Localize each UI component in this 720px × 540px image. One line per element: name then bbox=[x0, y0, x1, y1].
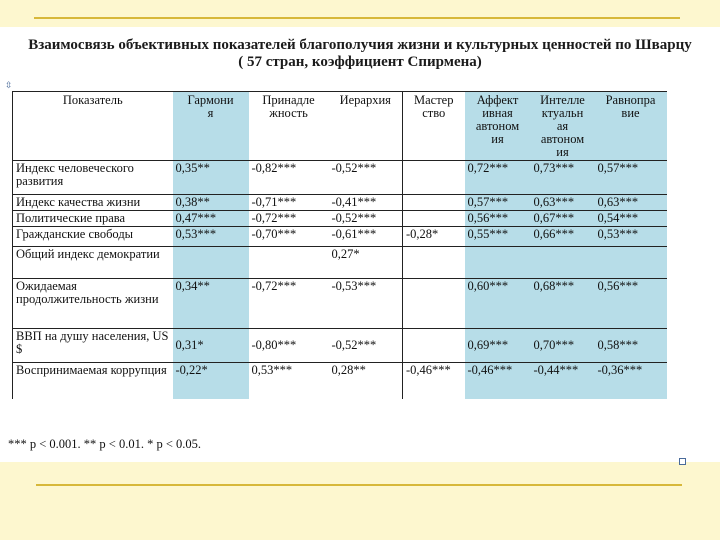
header-harmony: Гармони я bbox=[173, 92, 249, 161]
correlation-cell bbox=[249, 247, 329, 279]
row-label: Индекс человеческого развития bbox=[13, 161, 173, 195]
title-line-2: ( 57 стран, коэффициент Спирмена) bbox=[238, 54, 482, 70]
row-label: Индекс качества жизни bbox=[13, 195, 173, 211]
table-move-handle-icon[interactable]: ⇳ bbox=[5, 81, 13, 91]
correlation-cell: -0,72*** bbox=[249, 279, 329, 329]
correlation-cell: 0,60*** bbox=[465, 279, 531, 329]
header-mastery: Мастер ство bbox=[403, 92, 465, 161]
correlation-cell: 0,57*** bbox=[465, 195, 531, 211]
correlation-cell: -0,80*** bbox=[249, 329, 329, 363]
correlation-cell: 0,31* bbox=[173, 329, 249, 363]
correlation-cell: 0,72*** bbox=[465, 161, 531, 195]
correlation-cell: 0,53*** bbox=[173, 227, 249, 247]
correlation-cell: -0,46*** bbox=[403, 363, 465, 399]
correlation-cell: -0,28* bbox=[403, 227, 465, 247]
correlation-cell: -0,82*** bbox=[249, 161, 329, 195]
correlation-cell: 0,68*** bbox=[531, 279, 595, 329]
correlation-cell: 0,55*** bbox=[465, 227, 531, 247]
correlation-cell: 0,47*** bbox=[173, 211, 249, 227]
correlation-cell: 0,73*** bbox=[531, 161, 595, 195]
bottom-decorative-rule bbox=[36, 484, 682, 486]
correlation-cell: -0,53*** bbox=[329, 279, 403, 329]
correlation-cell: 0,70*** bbox=[531, 329, 595, 363]
correlation-cell bbox=[403, 195, 465, 211]
correlation-cell bbox=[403, 279, 465, 329]
header-affective-autonomy: Аффект ивная автоном ия bbox=[465, 92, 531, 161]
row-label: Общий индекс демократии bbox=[13, 247, 173, 279]
table-header-row bbox=[13, 92, 667, 161]
correlation-cell: -0,41*** bbox=[329, 195, 403, 211]
row-label: Гражданские свободы bbox=[13, 227, 173, 247]
correlation-cell: 0,69*** bbox=[465, 329, 531, 363]
correlation-cell: 0,67*** bbox=[531, 211, 595, 227]
table-row bbox=[13, 279, 667, 329]
header-indicator: Показатель bbox=[13, 92, 173, 161]
correlation-cell bbox=[173, 247, 249, 279]
correlation-cell: -0,70*** bbox=[249, 227, 329, 247]
correlation-cell: 0,28** bbox=[329, 363, 403, 399]
correlation-cell: 0,63*** bbox=[531, 195, 595, 211]
correlation-cell: 0,54*** bbox=[595, 211, 667, 227]
correlation-cell: -0,61*** bbox=[329, 227, 403, 247]
title-line-1: Взаимосвязь объективных показателей благополучия жизни и культурных ценностей по Шварцу bbox=[28, 37, 692, 53]
correlation-cell: -0,44*** bbox=[531, 363, 595, 399]
correlation-cell bbox=[403, 247, 465, 279]
resize-handle-icon[interactable] bbox=[679, 458, 686, 465]
slide-content bbox=[0, 27, 720, 462]
table-row bbox=[13, 211, 667, 227]
correlation-cell: -0,36*** bbox=[595, 363, 667, 399]
correlation-cell: 0,35** bbox=[173, 161, 249, 195]
correlation-cell: 0,58*** bbox=[595, 329, 667, 363]
correlation-cell: 0,53*** bbox=[595, 227, 667, 247]
correlation-cell: 0,53*** bbox=[249, 363, 329, 399]
correlation-cell: 0,27* bbox=[329, 247, 403, 279]
header-hierarchy: Иерархия bbox=[329, 92, 403, 161]
correlation-cell: 0,63*** bbox=[595, 195, 667, 211]
correlation-cell bbox=[531, 247, 595, 279]
correlation-cell bbox=[403, 329, 465, 363]
correlation-cell: 0,38** bbox=[173, 195, 249, 211]
correlation-cell: 0,57*** bbox=[595, 161, 667, 195]
header-embeddedness: Принадле жность bbox=[249, 92, 329, 161]
correlation-cell: -0,22* bbox=[173, 363, 249, 399]
correlation-cell: 0,66*** bbox=[531, 227, 595, 247]
row-label: Воспринимаемая коррупция bbox=[13, 363, 173, 399]
row-label: Ожидаемая продолжительность жизни bbox=[13, 279, 173, 329]
correlation-cell: 0,34** bbox=[173, 279, 249, 329]
table-row bbox=[13, 247, 667, 279]
table-row bbox=[13, 161, 667, 195]
correlation-cell: -0,72*** bbox=[249, 211, 329, 227]
correlation-cell: -0,52*** bbox=[329, 161, 403, 195]
row-label: ВВП на душу населения, US $ bbox=[13, 329, 173, 363]
table-row bbox=[13, 329, 667, 363]
top-decorative-rule bbox=[34, 17, 680, 19]
table-row bbox=[13, 227, 667, 247]
row-label: Политические права bbox=[13, 211, 173, 227]
correlation-cell: -0,52*** bbox=[329, 329, 403, 363]
correlation-cell: -0,52*** bbox=[329, 211, 403, 227]
correlation-cell bbox=[465, 247, 531, 279]
correlation-cell: -0,71*** bbox=[249, 195, 329, 211]
header-intellectual-autonomy: Интелле ктуальн ая автоном ия bbox=[531, 92, 595, 161]
table-row bbox=[13, 363, 667, 399]
significance-footnote: *** p < 0.001. ** p < 0.01. * p < 0.05. bbox=[8, 437, 202, 451]
correlation-cell bbox=[403, 161, 465, 195]
correlation-table bbox=[12, 91, 667, 399]
correlation-cell bbox=[403, 211, 465, 227]
correlation-cell: 0,56*** bbox=[595, 279, 667, 329]
correlation-cell bbox=[595, 247, 667, 279]
header-egalitarianism: Равнопра вие bbox=[595, 92, 667, 161]
table-row bbox=[13, 195, 667, 211]
slide-title bbox=[0, 37, 720, 71]
correlation-cell: -0,46*** bbox=[465, 363, 531, 399]
correlation-cell: 0,56*** bbox=[465, 211, 531, 227]
